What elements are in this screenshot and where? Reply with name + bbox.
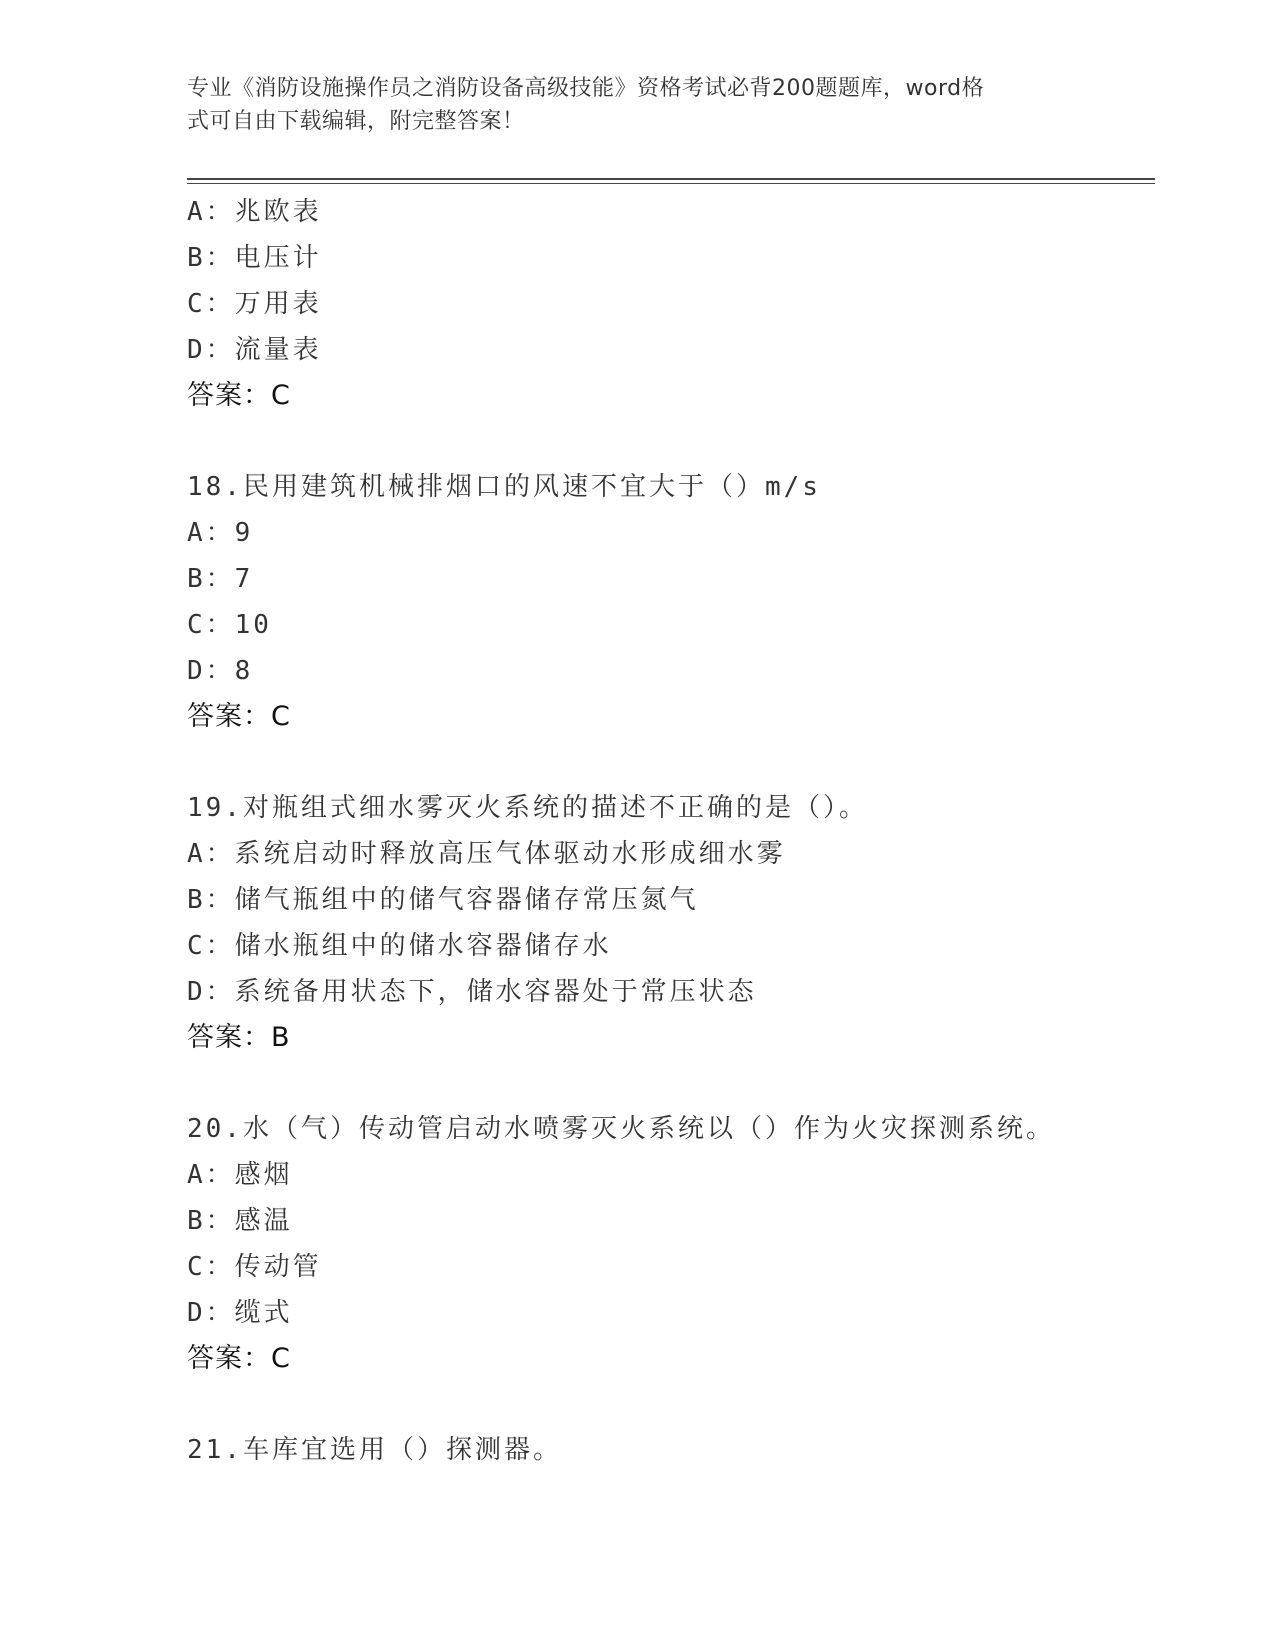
question-20 <box>187 1106 1155 1382</box>
option-d: D：系统备用状态下，储水容器处于常压状态 <box>187 977 757 1007</box>
option-b: B：7 <box>187 564 254 594</box>
answer-line: 答案：C <box>187 380 291 411</box>
question-stem: 20.水（气）传动管启动水喷雾灭火系统以（）作为火灾探测系统。 <box>187 1114 1055 1144</box>
spacer <box>187 1382 1155 1427</box>
spacer <box>187 419 1155 464</box>
option-d: D：缆式 <box>187 1298 293 1328</box>
option-b: B：储气瓶组中的储气容器储存常压氮气 <box>187 885 699 915</box>
option-b: B：电压计 <box>187 243 322 273</box>
answer-line: 答案：C <box>187 701 291 732</box>
option-a: A：系统启动时释放高压气体驱动水形成细水雾 <box>187 839 786 869</box>
question-21 <box>187 1427 1155 1473</box>
option-a: A：兆欧表 <box>187 197 322 227</box>
header-title-line-2: 式可自由下载编辑，附完整答案！ <box>187 109 525 134</box>
question-stem: 19.对瓶组式细水雾灭火系统的描述不正确的是（）。 <box>187 793 868 823</box>
question-stem: 21.车库宜选用（）探测器。 <box>187 1435 562 1465</box>
document-header <box>187 72 1067 138</box>
previous-question-tail <box>187 189 1155 419</box>
question-list <box>187 189 1155 1473</box>
option-a: A：9 <box>187 518 254 548</box>
spacer <box>187 740 1155 785</box>
question-18 <box>187 464 1155 740</box>
question-stem: 18.民用建筑机械排烟口的风速不宜大于（）m/s <box>187 472 821 502</box>
option-c: C：万用表 <box>187 289 322 319</box>
option-a: A：感烟 <box>187 1160 293 1190</box>
option-b: B：感温 <box>187 1206 293 1236</box>
option-d: D：流量表 <box>187 335 322 365</box>
option-d: D：8 <box>187 656 254 686</box>
answer-line: 答案：C <box>187 1343 291 1374</box>
spacer <box>187 1061 1155 1106</box>
option-c: C：10 <box>187 610 272 640</box>
option-c: C：储水瓶组中的储水容器储存水 <box>187 931 612 961</box>
header-title-line-1: 专业《消防设施操作员之消防设备高级技能》资格考试必背200题题库，word格 <box>187 76 985 101</box>
option-c: C：传动管 <box>187 1252 322 1282</box>
question-19 <box>187 785 1155 1061</box>
header-divider <box>187 178 1155 184</box>
answer-line: 答案：B <box>187 1022 291 1053</box>
